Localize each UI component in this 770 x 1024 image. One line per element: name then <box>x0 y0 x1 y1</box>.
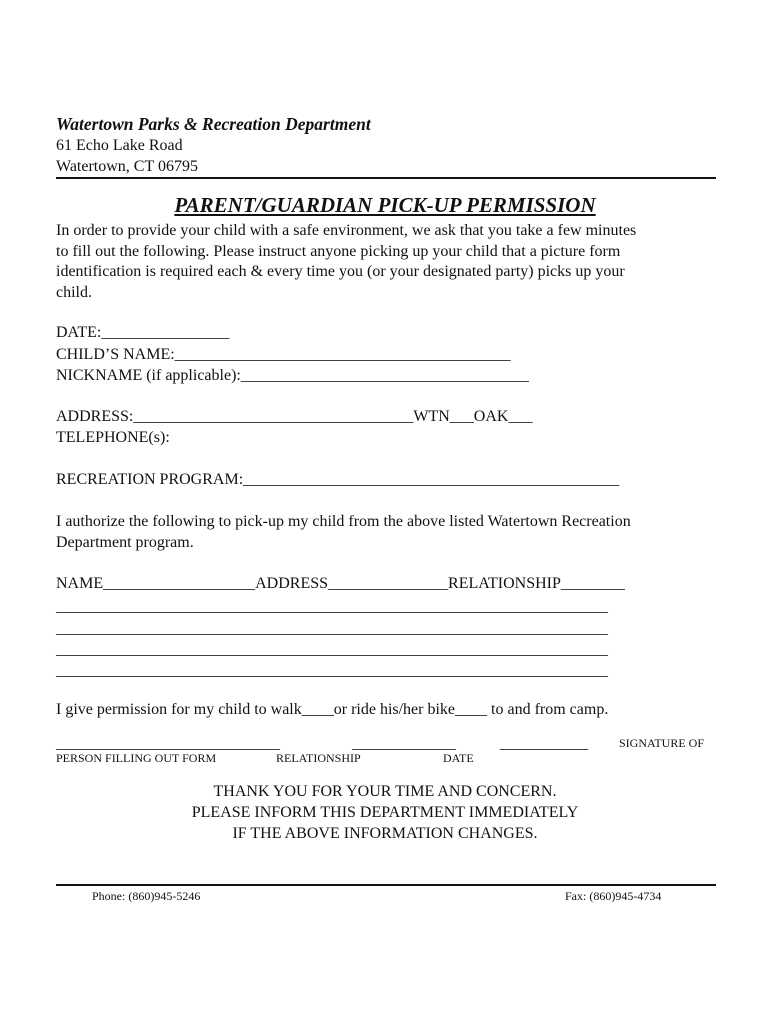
signature-of-label: SIGNATURE OF <box>619 736 705 750</box>
recreation-program-field[interactable]: RECREATION PROGRAM:_______________________________________________ <box>56 471 620 488</box>
person-signature-line[interactable]: ____________________________ <box>56 735 280 752</box>
address-field[interactable]: ADDRESS:___________________________________WTN___OAK___ <box>56 408 533 425</box>
intro-paragraph <box>56 221 716 304</box>
date-field[interactable]: DATE:________________ <box>56 324 230 341</box>
childs-name-field[interactable]: CHILD’S NAME:__________________________________________ <box>56 346 511 363</box>
footer-divider <box>56 884 716 886</box>
pickup-row[interactable]: _____________________________________________________________________ <box>56 620 608 637</box>
footer-fax: Fax: (860)945-4734 <box>565 889 662 903</box>
pickup-row[interactable]: _____________________________________________________________________ <box>56 598 608 615</box>
pickup-row[interactable]: _____________________________________________________________________ <box>56 662 608 679</box>
intro-line: identification is required each & every time you (or your designated party) picks up your <box>56 263 625 281</box>
relationship-line[interactable]: _____________ <box>352 735 456 752</box>
intro-line: In order to provide your child with a safe environment, we ask that you take a few minutes <box>56 222 637 239</box>
form-title: PARENT/GUARDIAN PICK-UP PERMISSION <box>174 193 596 217</box>
closing-line-2: PLEASE INFORM THIS DEPARTMENT IMMEDIATELY <box>191 804 579 821</box>
telephone-field[interactable]: TELEPHONE(s): <box>56 429 170 446</box>
pickup-table-header: NAME___________________ADDRESS_______________RELATIONSHIP________ <box>56 575 625 592</box>
date-label: DATE <box>443 751 474 765</box>
relationship-label: RELATIONSHIP <box>276 751 361 765</box>
closing-line-1: THANK YOU FOR YOUR TIME AND CONCERN. <box>213 783 557 800</box>
person-filling-label: PERSON FILLING OUT FORM <box>56 751 217 765</box>
address-line-1: 61 Echo Lake Road <box>56 137 183 154</box>
date-line[interactable]: ___________ <box>500 735 588 752</box>
closing-line-3: IF THE ABOVE INFORMATION CHANGES. <box>232 825 538 842</box>
organization-name: Watertown Parks & Recreation Department <box>56 114 371 134</box>
intro-line: to fill out the following. Please instruct anyone picking up your child that a picture form <box>56 242 621 260</box>
authorize-line: I authorize the following to pick-up my child from the above listed Watertown Recreation <box>56 513 631 530</box>
walk-bike-permission[interactable]: I give permission for my child to walk____or ride his/her bike____ to and from camp. <box>56 701 609 718</box>
address-line-2: Watertown, CT 06795 <box>56 158 198 175</box>
nickname-field[interactable]: NICKNAME (if applicable):____________________________________ <box>56 367 529 384</box>
footer-phone: Phone: (860)945-5246 <box>92 889 201 903</box>
header-divider <box>56 177 716 179</box>
intro-line: child. <box>56 284 92 302</box>
pickup-row[interactable]: _____________________________________________________________________ <box>56 641 608 658</box>
authorize-line: Department program. <box>56 534 194 551</box>
